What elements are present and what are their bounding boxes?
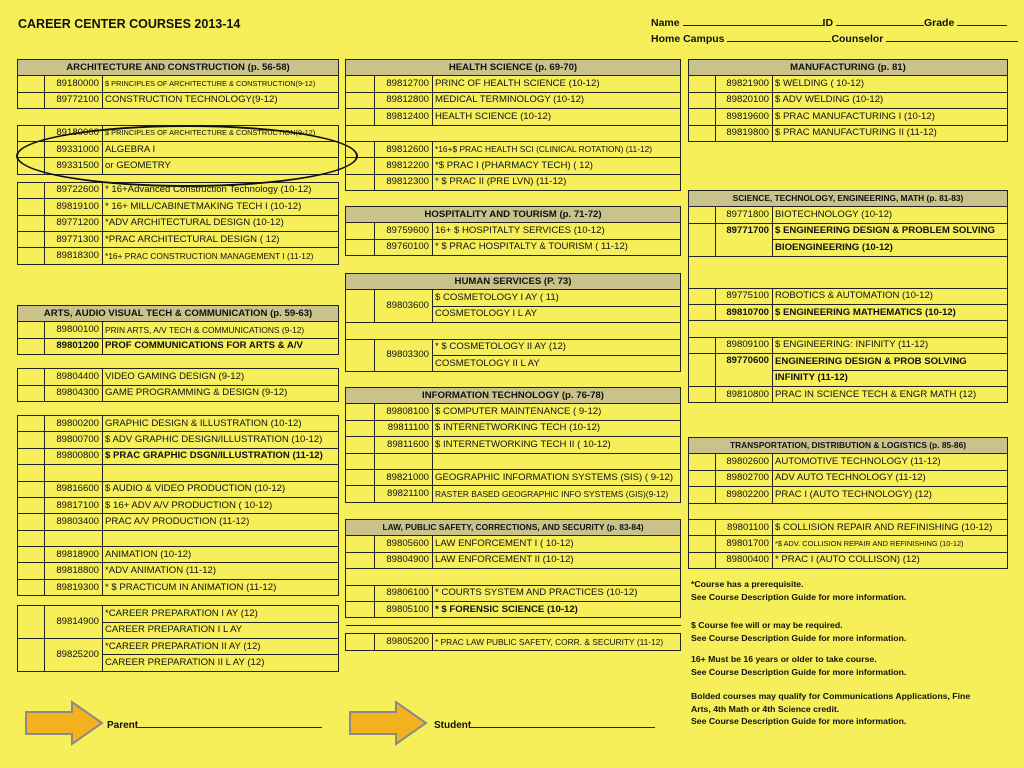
checkbox-cell[interactable] <box>18 639 45 672</box>
counselor-field[interactable] <box>886 32 1018 42</box>
course-name: LAW ENFORCEMENT II (10-12) <box>433 552 681 568</box>
checkbox-cell[interactable] <box>346 109 375 125</box>
section-title: TRANSPORTATION, DISTRIBUTION & LOGISTICS (p. 85-86) <box>689 438 1008 454</box>
checkbox-cell[interactable] <box>18 563 45 579</box>
course-name: 16+ $ HOSPITALTY SERVICES (10-12) <box>433 223 681 239</box>
course-code: 89180000 <box>45 125 103 141</box>
course-code: 89802600 <box>716 454 773 470</box>
course-name: LAW ENFORCEMENT I ( 10-12) <box>433 536 681 552</box>
checkbox-cell[interactable] <box>18 547 45 563</box>
empty-code <box>375 453 433 469</box>
note-text: *Course has a prerequisite. <box>691 579 804 589</box>
checkbox-cell[interactable] <box>346 141 375 157</box>
course-code: 89722600 <box>45 182 103 198</box>
course-code: 89331000 <box>45 141 103 157</box>
name-field[interactable] <box>683 16 823 26</box>
course-code: 89801700 <box>716 536 773 552</box>
prerequisite-note <box>691 578 1011 603</box>
course-code: 89809100 <box>716 337 773 353</box>
course-code: 89812400 <box>375 109 433 125</box>
course-name: $ ADV GRAPHIC DESIGN/ILLUSTRATION (10-12) <box>103 432 339 448</box>
spacer-row <box>689 321 1008 337</box>
course-name: $ PRAC GRAPHIC DSGN/ILLUSTRATION (11-12) <box>103 448 339 464</box>
empty-name <box>433 453 681 469</box>
parent-signature <box>107 718 322 731</box>
transportation-section <box>688 437 1008 569</box>
course-name-line2: COSMETOLOGY II L AY <box>433 355 681 371</box>
checkbox-cell[interactable] <box>346 174 375 190</box>
law-public-safety-section <box>345 519 681 651</box>
section-title: HOSPITALITY AND TOURISM (p. 71-72) <box>346 207 681 223</box>
course-code: 89819800 <box>716 125 773 141</box>
course-name: ALGEBRA I <box>103 141 339 157</box>
section-title: HUMAN SERVICES (P. 73) <box>346 274 681 290</box>
course-code: 89805600 <box>375 536 433 552</box>
checkbox-cell[interactable] <box>18 182 45 198</box>
checkbox-cell[interactable] <box>689 92 716 108</box>
course-name: *PRAC ARCHITECTURAL DESIGN ( 12) <box>103 231 339 247</box>
note-text: $ Course fee will or may be required. <box>691 620 843 630</box>
course-code: 89771200 <box>45 215 103 231</box>
id-label: ID <box>822 17 834 29</box>
page-title: CAREER CENTER COURSES 2013-14 <box>18 17 241 31</box>
course-code: 89770600 <box>716 354 773 387</box>
course-code: 89821900 <box>716 76 773 92</box>
highlight-ellipse <box>16 125 358 187</box>
course-code: 89812800 <box>375 92 433 108</box>
course-name-line1: $ COSMETOLOGY I AY ( 11) <box>433 290 681 306</box>
checkbox-cell[interactable] <box>346 585 375 601</box>
checkbox-cell[interactable] <box>346 92 375 108</box>
course-code: 89812300 <box>375 174 433 190</box>
course-code: 89771300 <box>45 231 103 247</box>
course-code: 89802700 <box>716 470 773 486</box>
course-name: * 16+ MILL/CABINETMAKING TECH I (10-12) <box>103 199 339 215</box>
checkbox-cell[interactable] <box>18 579 45 595</box>
course-code: 89804900 <box>375 552 433 568</box>
counselor-label: Counselor <box>831 33 884 45</box>
course-name: $ ADV WELDING (10-12) <box>773 92 1008 108</box>
course-code: 89825200 <box>45 639 103 672</box>
section-title: ARCHITECTURE AND CONSTRUCTION (p. 56-58) <box>18 60 339 76</box>
checkbox-cell[interactable] <box>18 432 45 448</box>
spacer-row <box>689 256 1008 288</box>
course-name: PRAC A/V PRODUCTION (11-12) <box>103 514 339 530</box>
checkbox-cell[interactable] <box>18 231 45 247</box>
course-code: 89803300 <box>375 339 433 372</box>
age-note <box>691 653 1011 678</box>
checkbox-cell[interactable] <box>346 453 375 469</box>
course-name: ADV AUTO TECHNOLOGY (11-12) <box>773 470 1008 486</box>
course-name: *16+$ PRAC HEALTH SCI (CLINICAL ROTATION) (11-12) <box>433 141 681 157</box>
empty-code <box>45 465 103 481</box>
course-code: 89801200 <box>45 338 103 354</box>
spacer-row <box>346 125 681 141</box>
student-info-line-1 <box>651 16 1007 29</box>
id-field[interactable] <box>836 16 924 26</box>
checkbox-cell[interactable] <box>18 369 45 385</box>
course-name-line2: BIOENGINEERING (10-12) <box>773 240 1008 256</box>
student-signature <box>434 718 655 731</box>
section-title: ARTS, AUDIO VISUAL TECH & COMMUNICATION (p. 59-63) <box>18 306 339 322</box>
course-code: 89800800 <box>45 448 103 464</box>
course-name: PRAC IN SCIENCE TECH & ENGR MATH (12) <box>773 386 1008 402</box>
course-code: 89821000 <box>375 469 433 485</box>
checkbox-cell[interactable] <box>689 288 716 304</box>
checkbox-cell[interactable] <box>689 125 716 141</box>
course-name: * $ PRAC II (PRE LVN) (11-12) <box>433 174 681 190</box>
course-name: $ PRAC MANUFACTURING I (10-12) <box>773 109 1008 125</box>
course-code: 89806100 <box>375 585 433 601</box>
stem-section <box>688 190 1008 403</box>
course-code: 89800100 <box>45 322 103 338</box>
arts-av-section <box>17 305 339 672</box>
note-text: See Course Description Guide for more information. <box>691 632 907 643</box>
home-campus-label: Home Campus <box>651 33 725 45</box>
note-text: Bolded courses may qualify for Communications Applications, Fine <box>691 691 971 701</box>
manufacturing-section <box>688 59 1008 142</box>
course-code: 89772100 <box>45 92 103 108</box>
course-name-line2: CAREER PREPARATION II L AY (12) <box>103 655 339 671</box>
empty-name <box>103 530 339 546</box>
information-technology-section <box>345 387 681 503</box>
checkbox-cell[interactable] <box>346 552 375 568</box>
course-name: * $ PRAC HOSPITALTY & TOURISM ( 11-12) <box>433 239 681 255</box>
empty-code <box>45 530 103 546</box>
course-code: 89800200 <box>45 415 103 431</box>
human-services-section <box>345 273 681 372</box>
checkbox-cell[interactable] <box>689 337 716 353</box>
course-name: PRIN ARTS, A/V TECH & COMMUNICATIONS (9-12) <box>103 322 339 338</box>
course-name: PROF COMMUNICATIONS FOR ARTS & A/V <box>103 338 339 354</box>
course-name-line1: * $ COSMETOLOGY II AY (12) <box>433 339 681 355</box>
course-name: PRINC OF HEALTH SCIENCE (10-12) <box>433 76 681 92</box>
course-name: $ COLLISION REPAIR AND REFINISHING (10-12) <box>773 519 1008 535</box>
checkbox-cell[interactable] <box>689 304 716 320</box>
course-code: 89816600 <box>45 481 103 497</box>
course-name: HEALTH SCIENCE (10-12) <box>433 109 681 125</box>
fee-note <box>691 619 1011 644</box>
course-name: VIDEO GAMING DESIGN (9-12) <box>103 369 339 385</box>
checkbox-cell[interactable] <box>18 514 45 530</box>
course-name: ROBOTICS & AUTOMATION (10-12) <box>773 288 1008 304</box>
course-code: 89800400 <box>716 552 773 568</box>
course-code: 89810800 <box>716 386 773 402</box>
checkbox-cell[interactable] <box>18 199 45 215</box>
course-name: * PRAC LAW PUBLIC SAFETY, CORR. & SECURITY (11-12) <box>433 634 681 650</box>
checkbox-cell[interactable] <box>346 437 375 453</box>
course-name: MEDICAL TERMINOLOGY (10-12) <box>433 92 681 108</box>
checkbox-cell[interactable] <box>346 486 375 502</box>
course-code: 89800700 <box>45 432 103 448</box>
note-text: See Course Description Guide for more information. <box>691 716 907 727</box>
section-title: INFORMATION TECHNOLOGY (p. 76-78) <box>346 388 681 404</box>
note-text: See Course Description Guide for more information. <box>691 591 907 602</box>
course-name: GEOGRAPHIC INFORMATION SYSTEMS (SIS) ( 9-12) <box>433 469 681 485</box>
checkbox-cell[interactable] <box>689 207 716 223</box>
course-name: $ WELDING ( 10-12) <box>773 76 1008 92</box>
course-code: 89805200 <box>375 634 433 650</box>
checkbox-cell[interactable] <box>18 215 45 231</box>
grade-field[interactable] <box>957 16 1007 26</box>
section-title: MANUFACTURING (p. 81) <box>689 60 1008 76</box>
name-label: Name <box>651 17 680 29</box>
course-name: BIOTECHNOLOGY (10-12) <box>773 207 1008 223</box>
checkbox-cell[interactable] <box>18 76 45 92</box>
checkbox-cell[interactable] <box>346 601 375 617</box>
course-name-line1: *CAREER PREPARATION II AY (12) <box>103 639 339 655</box>
course-name-line2: COSMETOLOGY I L AY <box>433 306 681 322</box>
course-name: $ INTERNETWORKING TECH II ( 10-12) <box>433 437 681 453</box>
checkbox-cell[interactable] <box>689 76 716 92</box>
checkbox-cell[interactable] <box>18 465 45 481</box>
checkbox-cell[interactable] <box>18 322 45 338</box>
parent-label: Parent <box>107 720 139 731</box>
spacer-row <box>18 355 339 369</box>
section-title: SCIENCE, TECHNOLOGY, ENGINEERING, MATH (p. 81-83) <box>689 191 1008 207</box>
health-science-section <box>345 59 681 191</box>
checkbox-cell[interactable] <box>18 497 45 513</box>
course-name: $ AUDIO & VIDEO PRODUCTION (10-12) <box>103 481 339 497</box>
course-name: *ADV ARCHITECTURAL DESIGN (10-12) <box>103 215 339 231</box>
course-name: $ ENGINEERING MATHEMATICS (10-12) <box>773 304 1008 320</box>
course-name: $ COMPUTER MAINTENANCE ( 9-12) <box>433 404 681 420</box>
checkbox-cell[interactable] <box>689 223 716 256</box>
course-code: 89801100 <box>716 519 773 535</box>
checkbox-cell[interactable] <box>346 420 375 436</box>
checkbox-cell[interactable] <box>18 248 45 264</box>
course-name-line1: $ ENGINEERING DESIGN & PROBLEM SOLVING <box>773 223 1008 239</box>
course-name: $ PRINCIPLES OF ARCHITECTURE & CONSTRUCTION(9-12) <box>103 76 339 92</box>
checkbox-cell[interactable] <box>689 354 716 387</box>
checkbox-cell[interactable] <box>689 386 716 402</box>
checkbox-cell[interactable] <box>346 469 375 485</box>
empty-name <box>103 465 339 481</box>
parent-signature-line[interactable] <box>138 718 322 728</box>
course-name: or GEOMETRY <box>103 158 339 174</box>
course-code: 89803600 <box>375 290 433 323</box>
checkbox-cell[interactable] <box>18 606 45 639</box>
checkbox-cell[interactable] <box>346 536 375 552</box>
course-code: 89819600 <box>716 109 773 125</box>
spacer-row <box>689 503 1008 519</box>
course-code: 89802200 <box>716 487 773 503</box>
course-name: PRAC I (AUTO TECHNOLOGY) (12) <box>773 487 1008 503</box>
course-name-line2: CAREER PREPARATION I L AY <box>103 622 339 638</box>
course-name: *ADV ANIMATION (11-12) <box>103 563 339 579</box>
grade-label: Grade <box>923 17 955 29</box>
course-name: $ ENGINEERING: INFINITY (11-12) <box>773 337 1008 353</box>
course-code: 89803400 <box>45 514 103 530</box>
checkbox-cell[interactable] <box>689 552 716 568</box>
course-name: * 16+Advanced Construction Technology (10-12) <box>103 182 339 198</box>
checkbox-cell[interactable] <box>689 536 716 552</box>
checkbox-cell[interactable] <box>18 385 45 401</box>
course-name: $ PRAC MANUFACTURING II (11-12) <box>773 125 1008 141</box>
course-code: 89818300 <box>45 248 103 264</box>
checkbox-cell[interactable] <box>346 76 375 92</box>
course-code: 89811600 <box>375 437 433 453</box>
course-code: 89819100 <box>45 199 103 215</box>
checkbox-cell[interactable] <box>18 448 45 464</box>
note-text: 16+ Must be 16 years or older to take course. <box>691 654 877 664</box>
checkbox-cell[interactable] <box>689 109 716 125</box>
checkbox-cell[interactable] <box>18 530 45 546</box>
checkbox-cell[interactable] <box>18 481 45 497</box>
course-name: AUTOMOTIVE TECHNOLOGY (11-12) <box>773 454 1008 470</box>
course-code: 89811100 <box>375 420 433 436</box>
note-text: See Course Description Guide for more information. <box>691 666 907 677</box>
course-code: 89814900 <box>45 606 103 639</box>
course-code: 89810700 <box>716 304 773 320</box>
student-label: Student <box>434 720 472 731</box>
checkbox-cell[interactable] <box>689 487 716 503</box>
course-name: *$ ADV. COLLISION REPAIR AND REFINISHING (10-12) <box>773 536 1008 552</box>
checkbox-cell[interactable] <box>18 92 45 108</box>
course-code: 89817100 <box>45 497 103 513</box>
course-code: 89812200 <box>375 158 433 174</box>
course-name: GAME PROGRAMMING & DESIGN (9-12) <box>103 385 339 401</box>
checkbox-cell[interactable] <box>346 634 375 650</box>
course-code: 89760100 <box>375 239 433 255</box>
bolded-courses-note <box>691 690 1011 728</box>
course-code: 89812600 <box>375 141 433 157</box>
spacer-row <box>346 618 681 626</box>
checkbox-cell[interactable] <box>18 338 45 354</box>
course-code: 89805100 <box>375 601 433 617</box>
spacer-row <box>346 626 681 634</box>
spacer-row <box>18 596 339 606</box>
course-code: 89331500 <box>45 158 103 174</box>
checkbox-cell[interactable] <box>689 470 716 486</box>
course-name: GRAPHIC DESIGN & ILLUSTRATION (10-12) <box>103 415 339 431</box>
checkbox-cell[interactable] <box>346 158 375 174</box>
checkbox-cell[interactable] <box>689 519 716 535</box>
hospitality-section <box>345 206 681 256</box>
course-name: RASTER BASED GEOGRAPHIC INFO SYSTEMS (GIS)(9-12) <box>433 486 681 502</box>
course-name-line1: *CAREER PREPARATION I AY (12) <box>103 606 339 622</box>
course-name: * PRAC I (AUTO COLLISON) (12) <box>773 552 1008 568</box>
course-code: 89812700 <box>375 76 433 92</box>
course-name: *$ PRAC I (PHARMACY TECH) ( 12) <box>433 158 681 174</box>
course-name: ANIMATION (10-12) <box>103 547 339 563</box>
course-name: $ INTERNETWORKING TECH (10-12) <box>433 420 681 436</box>
course-code: 89775100 <box>716 288 773 304</box>
course-name-line2: INFINITY (11-12) <box>773 370 1008 386</box>
checkbox-cell[interactable] <box>346 223 375 239</box>
course-name: * $ PRACTICUM IN ANIMATION (11-12) <box>103 579 339 595</box>
student-signature-line[interactable] <box>471 718 655 728</box>
course-name: *16+ PRAC CONSTRUCTION MANAGEMENT I (11-12) <box>103 248 339 264</box>
course-code: 89821100 <box>375 486 433 502</box>
course-name-line1: ENGINEERING DESIGN & PROB SOLVING <box>773 354 1008 370</box>
course-name: $ 16+ ADV A/V PRODUCTION ( 10-12) <box>103 497 339 513</box>
course-code: 89819300 <box>45 579 103 595</box>
section-title: HEALTH SCIENCE (p. 69-70) <box>346 60 681 76</box>
checkbox-cell[interactable] <box>346 239 375 255</box>
course-code: 89804400 <box>45 369 103 385</box>
spacer-row <box>346 569 681 585</box>
right-arrow-icon <box>24 700 104 746</box>
course-code: 89818900 <box>45 547 103 563</box>
checkbox-cell[interactable] <box>346 290 375 323</box>
course-code: 89180000 <box>45 76 103 92</box>
home-campus-field[interactable] <box>727 32 831 42</box>
course-name: $ PRINCIPLES OF ARCHITECTURE & CONSTRUCTION(9-12) <box>103 125 339 141</box>
course-name: * $ FORENSIC SCIENCE (10-12) <box>433 601 681 617</box>
checkbox-cell[interactable] <box>346 339 375 372</box>
checkbox-cell[interactable] <box>346 404 375 420</box>
course-name: * COURTS SYSTEM AND PRACTICES (10-12) <box>433 585 681 601</box>
course-code: 89820100 <box>716 92 773 108</box>
course-code: 89804300 <box>45 385 103 401</box>
right-arrow-icon <box>348 700 428 746</box>
course-code: 89818800 <box>45 563 103 579</box>
checkbox-cell[interactable] <box>689 454 716 470</box>
course-code: 89771800 <box>716 207 773 223</box>
course-code: 89808100 <box>375 404 433 420</box>
course-name: CONSTRUCTION TECHNOLOGY(9-12) <box>103 92 339 108</box>
section-title: LAW, PUBLIC SAFETY, CORRECTIONS, AND SECURITY (p. 83-84) <box>346 520 681 536</box>
spacer-row <box>346 323 681 339</box>
spacer-row <box>18 109 339 125</box>
note-text: Arts, 4th Math or 4th Science credit. <box>691 703 840 714</box>
spacer-row <box>18 401 339 415</box>
student-info-line-2 <box>651 32 1018 45</box>
course-code: 89771700 <box>716 223 773 256</box>
checkbox-cell[interactable] <box>18 415 45 431</box>
course-code: 89759600 <box>375 223 433 239</box>
